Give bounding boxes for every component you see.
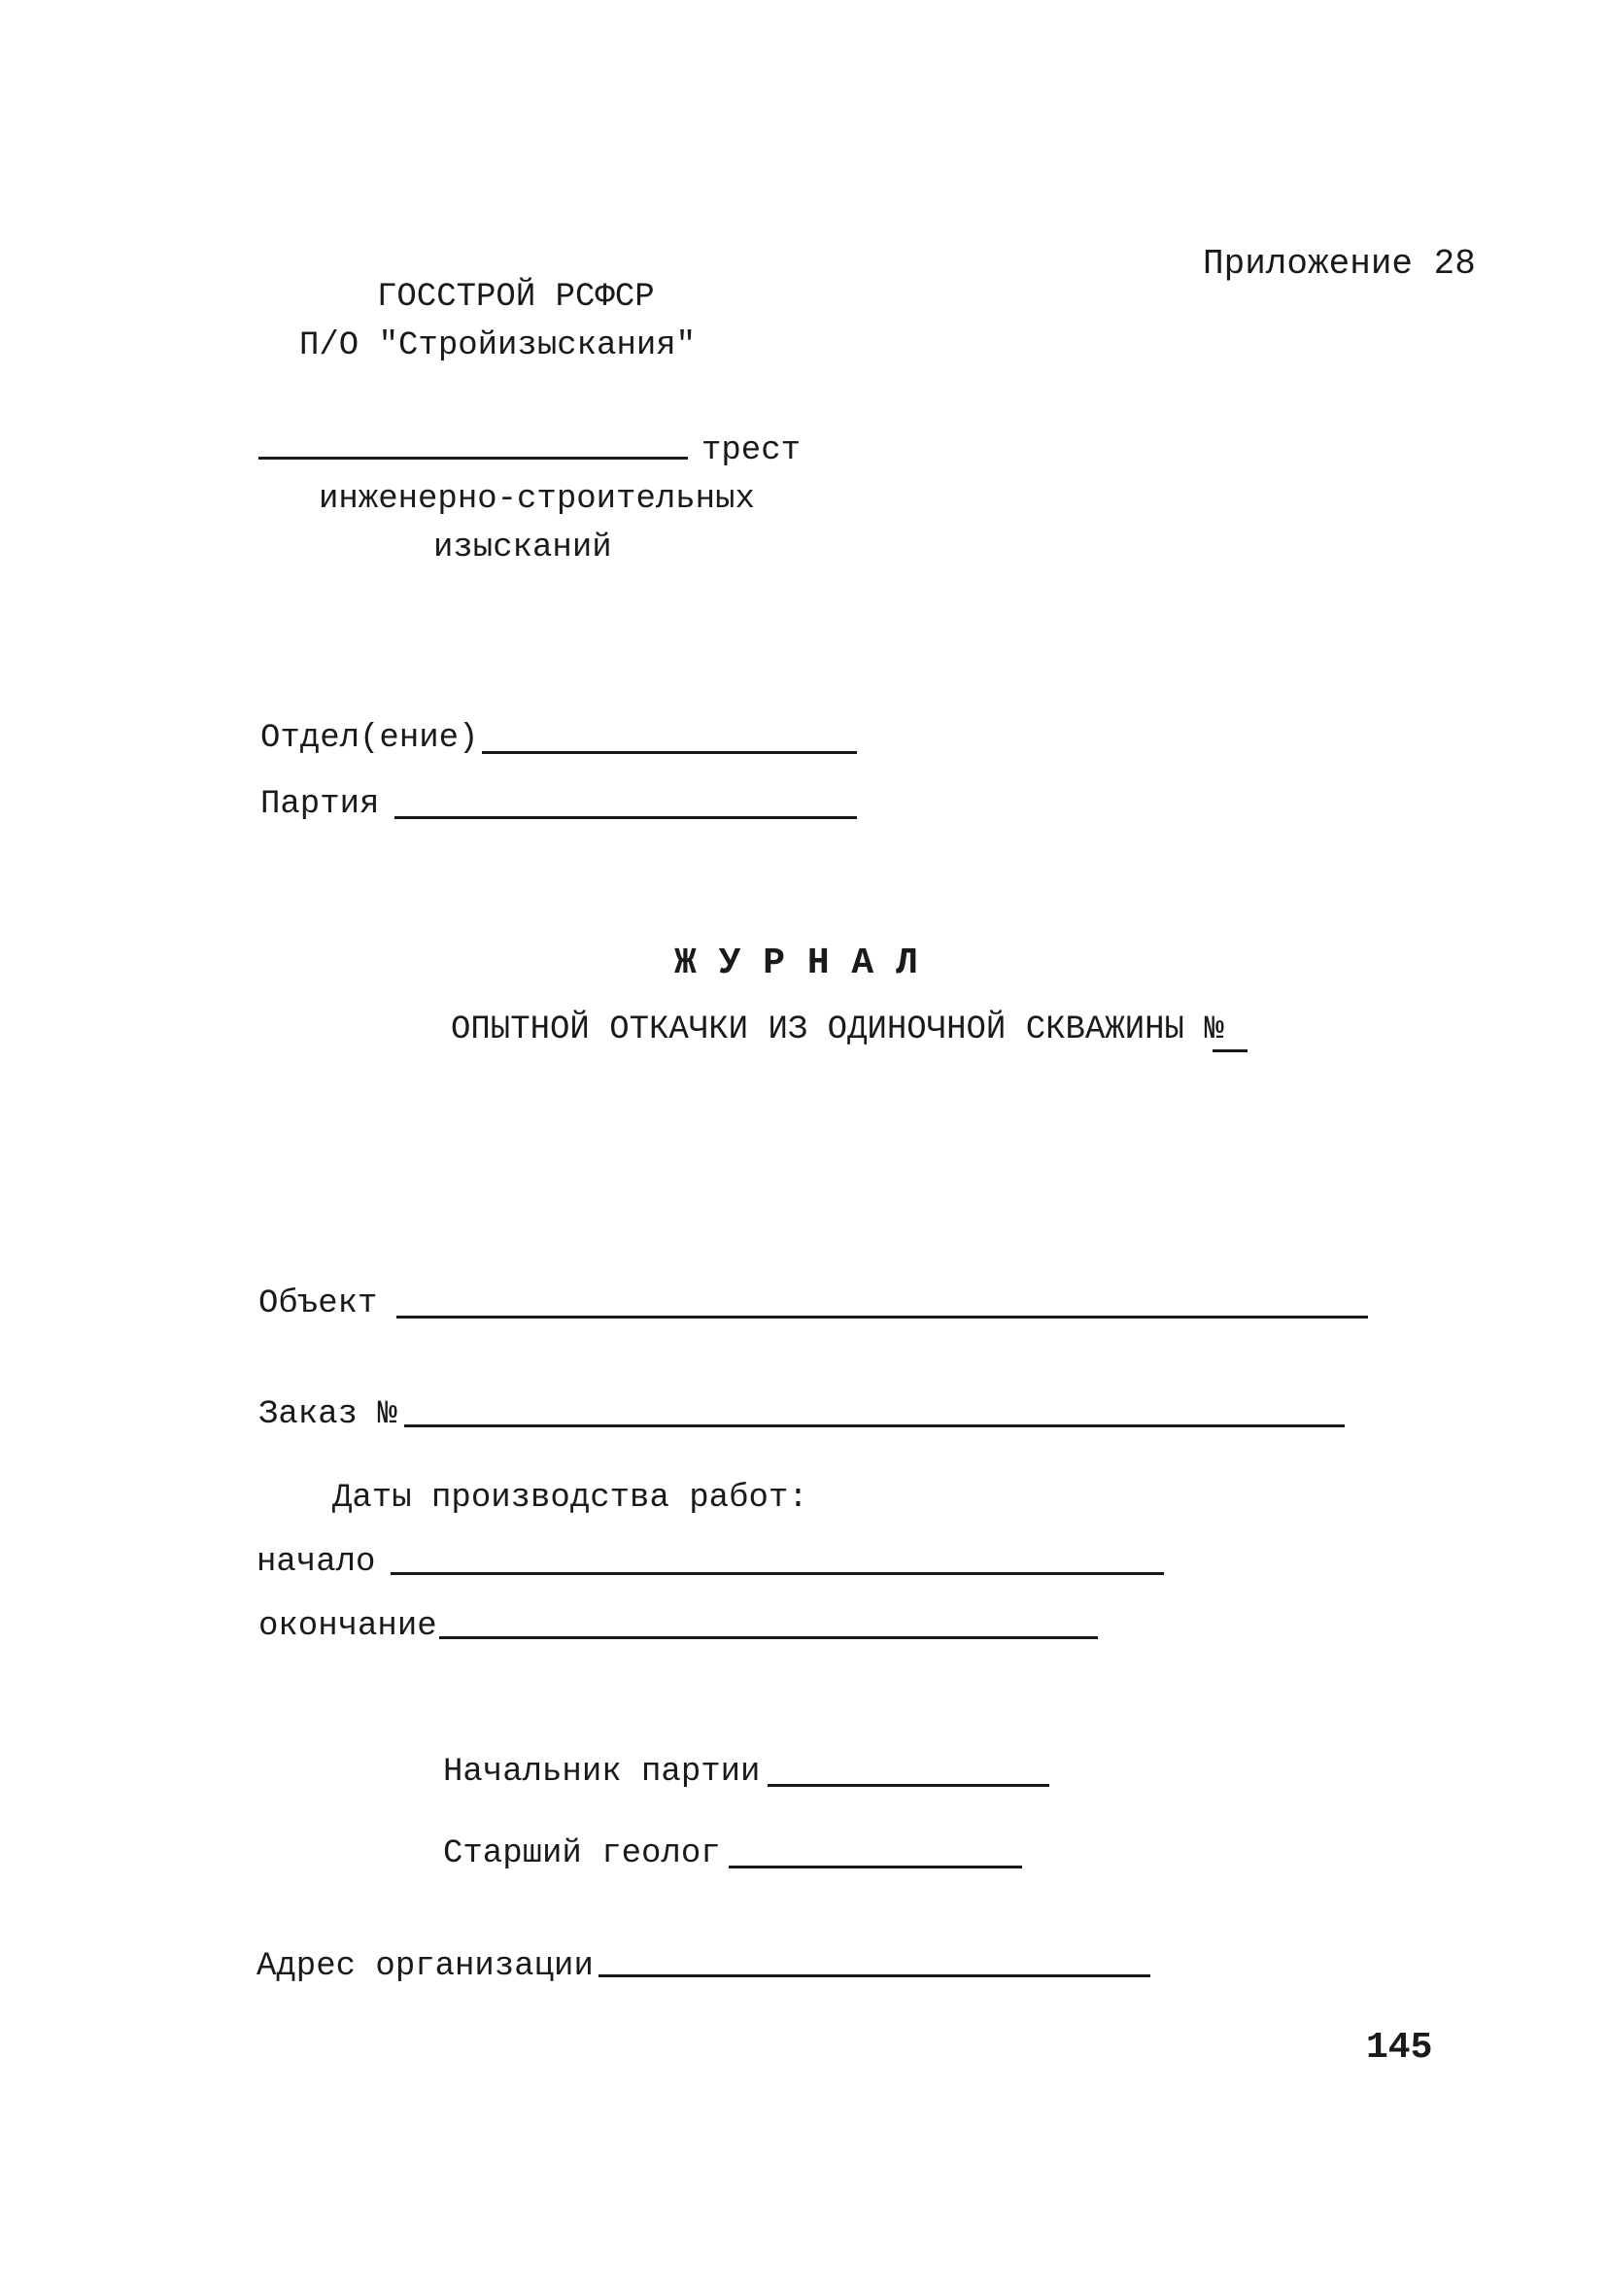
end-date-blank — [439, 1636, 1098, 1639]
senior-geologist-label: Старший геолог — [443, 1835, 721, 1872]
party-blank — [394, 816, 857, 819]
dates-heading: Даты производства работ: — [332, 1480, 808, 1517]
department-blank — [482, 751, 857, 754]
appendix-label: Приложение 28 — [1203, 244, 1476, 284]
order-label: Заказ № — [258, 1396, 397, 1433]
party-label: Партия — [260, 786, 380, 823]
senior-geologist-blank — [729, 1866, 1022, 1868]
org-association: П/О "Стройизыскания" — [299, 327, 697, 364]
end-date-label: окончание — [258, 1608, 437, 1645]
org-name: ГОССТРОЙ РСФСР — [377, 279, 655, 316]
journal-title: Ж У Р Н А Л — [674, 942, 918, 984]
page-number: 145 — [1366, 2027, 1433, 2069]
trust-type-line1: инженерно-строительных — [319, 481, 755, 518]
party-chief-blank — [768, 1784, 1049, 1787]
trust-type-line2: изысканий — [433, 530, 612, 566]
address-blank — [598, 1974, 1150, 1977]
object-blank — [396, 1316, 1368, 1319]
start-date-label: начало — [256, 1544, 376, 1581]
department-label: Отдел(ение) — [260, 720, 479, 757]
address-label: Адрес организации — [256, 1948, 594, 1985]
order-blank — [404, 1424, 1345, 1427]
trust-name-blank — [258, 457, 688, 460]
journal-subtitle: ОПЫТНОЙ ОТКАЧКИ ИЗ ОДИНОЧНОЙ СКВАЖИНЫ № — [451, 1011, 1224, 1048]
object-label: Объект — [258, 1285, 378, 1322]
well-number-blank — [1213, 1049, 1248, 1052]
start-date-blank — [391, 1572, 1164, 1575]
trust-label: трест — [701, 432, 802, 469]
party-chief-label: Начальник партии — [443, 1754, 761, 1791]
